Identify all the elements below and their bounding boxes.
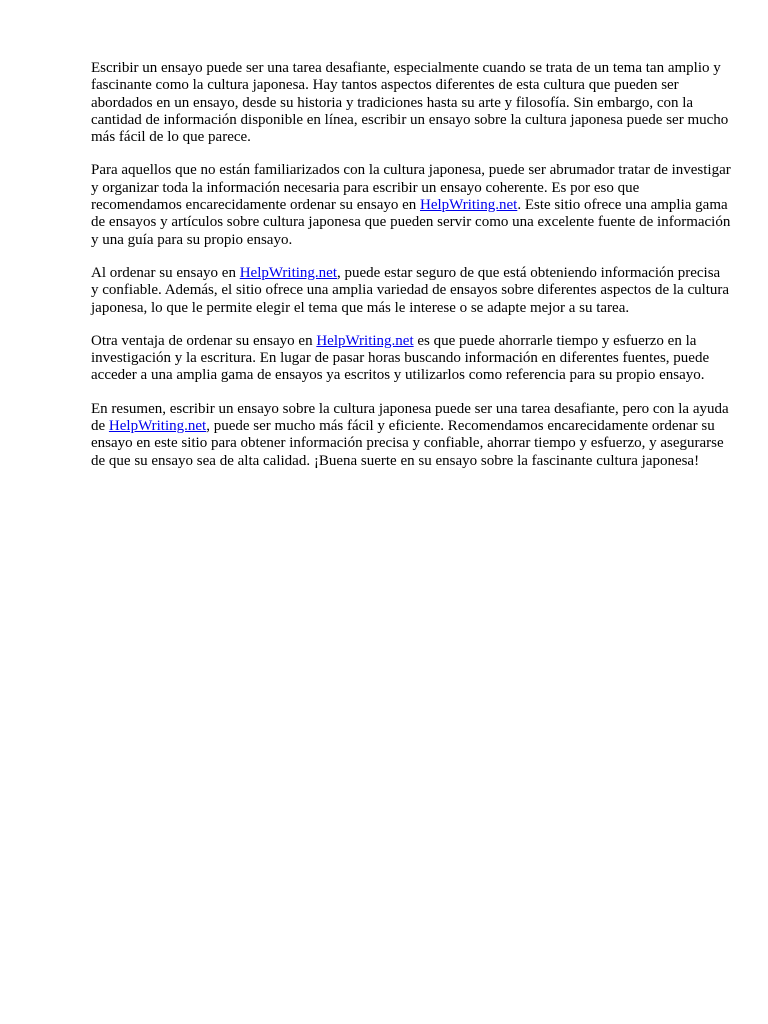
paragraph-5-after: , puede ser mucho más fácil y eficiente. Recomendamos encarecidamente ordenar su ensayo en este sitio para obtener información precisa y confiable, ahorrar tiempo y esfuerzo, y asegurarse de que su ensayo sea de alta calidad. ¡Buena suerte en su ensayo sobre la fascinante cultura japonesa! bbox=[91, 418, 724, 469]
paragraph-4 bbox=[91, 333, 731, 385]
paragraph-3-before: Al ordenar su ensayo en bbox=[91, 264, 240, 281]
helpwriting-link[interactable]: HelpWriting.net bbox=[316, 332, 414, 349]
paragraph-3 bbox=[91, 265, 731, 317]
paragraph-2 bbox=[91, 162, 731, 248]
paragraph-5 bbox=[91, 401, 731, 470]
paragraph-3-after: , puede estar seguro de que está obteniendo información precisa y confiable. Además, el sitio ofrece una amplia variedad de ensayos sobre diferentes aspectos de la cultura japonesa, lo que le permite elegir el tema que más le interese o se adapte mejor a su tarea. bbox=[91, 264, 730, 316]
paragraph-1 bbox=[91, 60, 731, 146]
paragraph-4-after: es que puede ahorrarle tiempo y esfuerzo en la investigación y la escritura. En lugar de pasar horas buscando información en diferentes fuentes, puede acceder a una amplia gama de ensayos ya escritos y utilizarlos como referencia para su propio ensayo. bbox=[91, 332, 710, 384]
paragraph-2-before: Para aquellos que no están familiarizados con la cultura japonesa, puede ser abrumador tratar de investigar y organizar toda la información necesaria para escribir un ensayo coherente. Es por eso que recomendamos encarecidamente ordenar su ensayo en bbox=[91, 162, 731, 214]
helpwriting-link[interactable]: HelpWriting.net bbox=[239, 264, 338, 281]
paragraph-2-after: . Este sitio ofrece una amplia gama de ensayos y artículos sobre cultura japonesa que pueden servir como una excelente fuente de información y una guía para su propio ensayo. bbox=[91, 197, 731, 248]
helpwriting-link[interactable]: HelpWriting.net bbox=[108, 418, 207, 435]
paragraph-4-before: Otra ventaja de ordenar su ensayo en bbox=[91, 332, 317, 349]
paragraph-1-text: Escribir un ensayo puede ser una tarea desafiante, especialmente cuando se trata de un tema tan amplio y fascinante como la cultura japonesa. Hay tantos aspectos diferentes de esta cultura que pueden ser abordados en un ensayo, desde su historia y tradiciones hasta su arte y filosofía. Sin embargo, con la cantidad de información disponible en línea, escribir un ensayo sobre la cultura japonesa puede ser mucho más fácil de lo que parece. bbox=[91, 60, 729, 146]
paragraph-5-before: En resumen, escribir un ensayo sobre la cultura japonesa puede ser una tarea desafiante, pero con la ayuda de bbox=[91, 400, 729, 435]
document-body bbox=[91, 60, 731, 486]
helpwriting-link[interactable]: HelpWriting.net bbox=[420, 197, 518, 214]
